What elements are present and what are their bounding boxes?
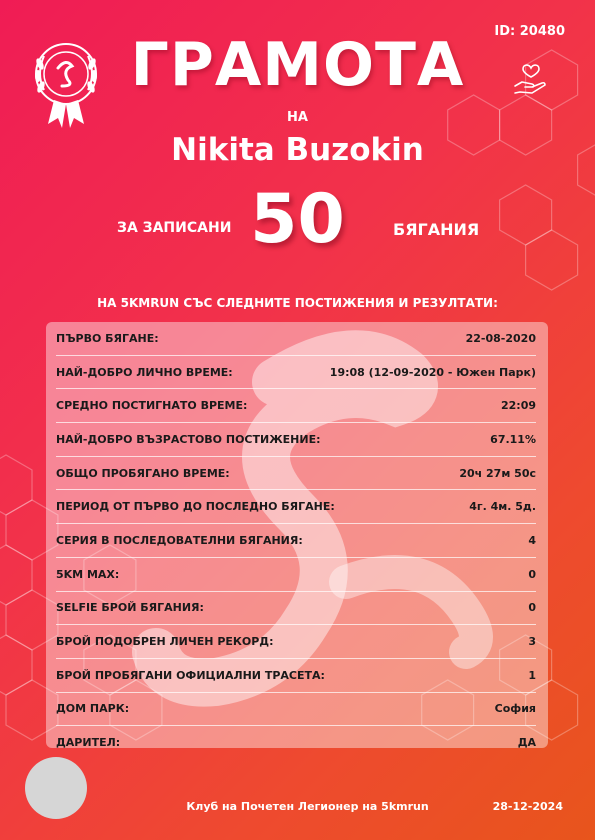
stat-label: БРОЙ ПОДОБРЕН ЛИЧЕН РЕКОРД:: [56, 635, 274, 649]
stat-row: [56, 625, 536, 659]
stat-value: 3: [528, 635, 536, 649]
stat-value: 20ч 27м 50с: [459, 466, 536, 480]
stat-row: [56, 659, 536, 693]
stat-label: ДАРИТЕЛ:: [56, 736, 121, 750]
stat-row: [56, 592, 536, 626]
recorded-label: ЗА ЗАПИСАНИ: [117, 220, 232, 236]
stat-label: БРОЙ ПРОБЯГАНИ ОФИЦИАЛНИ ТРАСЕТА:: [56, 668, 325, 682]
stat-value: 22-08-2020: [465, 331, 536, 345]
stat-value: 4г. 4м. 5д.: [469, 500, 536, 514]
stat-row: [56, 356, 536, 390]
footer-date: 28-12-2024: [492, 800, 563, 813]
stat-label: ПЪРВО БЯГАНЕ:: [56, 331, 159, 345]
stat-row: [56, 558, 536, 592]
stat-row: [56, 524, 536, 558]
certificate-id: ID: 20480: [494, 24, 565, 39]
hexagon-shape: [0, 455, 32, 515]
recipient-name: Nikita Buzokin: [171, 132, 424, 168]
stat-label: СЕРИЯ В ПОСЛЕДОВАТЕЛНИ БЯГАНИЯ:: [56, 533, 303, 547]
stat-value: 0: [528, 567, 536, 581]
stat-row: [56, 423, 536, 457]
stat-value: 22:09: [500, 399, 536, 413]
achievements-subheading: НА 5KMRUN СЪС СЛЕДНИТЕ ПОСТИЖЕНИЯ И РЕЗУЛТАТИ:: [97, 296, 498, 310]
stat-row: [56, 726, 536, 759]
hexagon-shape: [0, 545, 32, 605]
stat-value: 19:08 (12-09-2020 - Южен Парк): [329, 365, 536, 379]
stat-row: [56, 457, 536, 491]
stat-label: ПЕРИОД ОТ ПЪРВО ДО ПОСЛЕДНО БЯГАНЕ:: [56, 500, 335, 514]
certificate-title: ГРАМОТА: [130, 30, 465, 100]
hexagon-shape: [0, 635, 32, 695]
stat-label: SELFIE БРОЙ БЯГАНИЯ:: [56, 601, 204, 615]
stat-row: [56, 322, 536, 356]
stat-value: 4: [528, 533, 536, 547]
club-footer-text: Клуб на Почетен Легионер на 5kmrun: [186, 800, 429, 813]
preposition-text: НА: [287, 110, 308, 125]
stat-row: [56, 490, 536, 524]
stat-label: НАЙ-ДОБРО ВЪЗРАСТОВО ПОСТИЖЕНИЕ:: [56, 432, 321, 446]
stat-label: 5KM MAX:: [56, 567, 120, 581]
stat-label: НАЙ-ДОБРО ЛИЧНО ВРЕМЕ:: [56, 365, 233, 379]
stat-row: [56, 693, 536, 727]
stat-label: СРЕДНО ПОСТИГНАТО ВРЕМЕ:: [56, 399, 248, 413]
stat-value: 1: [528, 668, 536, 682]
stat-label: ОБЩО ПРОБЯГАНО ВРЕМЕ:: [56, 466, 230, 480]
stat-value: 67.11%: [490, 432, 536, 446]
stat-value: София: [494, 702, 536, 716]
stats-list: [56, 322, 536, 759]
stat-row: [56, 389, 536, 423]
stats-panel: [46, 322, 548, 748]
stat-value: 0: [528, 601, 536, 615]
runs-count: 50: [250, 180, 345, 259]
stat-label: ДОМ ПАРК:: [56, 702, 130, 716]
runs-label: БЯГАНИЯ: [393, 220, 480, 239]
stat-value: ДА: [517, 736, 536, 750]
